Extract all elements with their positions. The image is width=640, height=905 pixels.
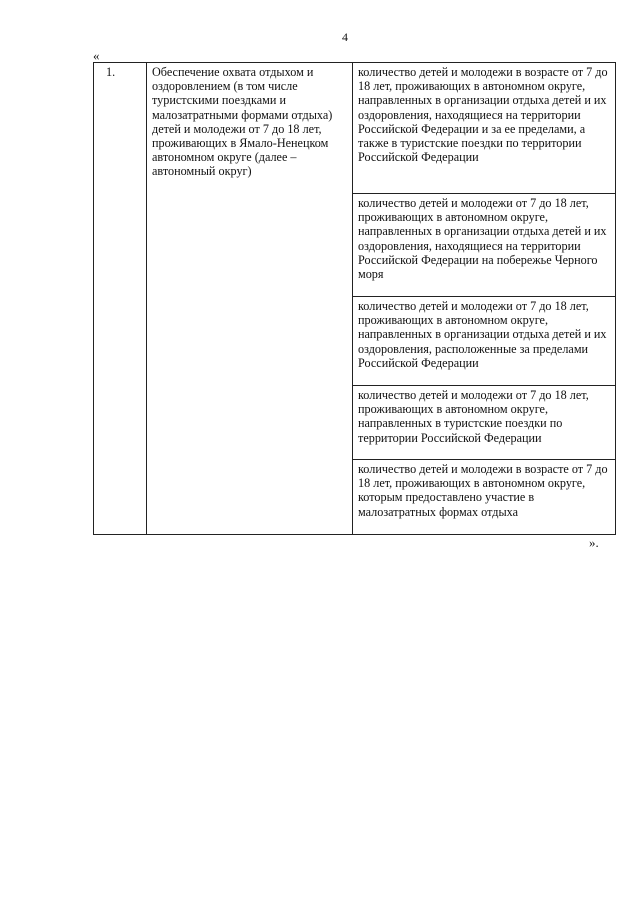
page-number: 4 [342,30,348,44]
closing-quote-mark: ». [589,535,599,550]
indicator-cell: количество детей и молодежи от 7 до 18 лет, проживающих в автономном округе, направленных в организации отдыха детей и их оздоровления, находящиеся на территории Российской Федерации на побережье Черного моря [353,194,616,297]
indicator-cell: количество детей и молодежи в возрасте от 7 до 18 лет, проживающих в автономном округе, направленных в организации отдыха детей и их оздоровления, находящиеся на территории Российской Федерации и за ее пределами, а также в туристские поездки по территории Российской Федерации [353,63,616,194]
table-row [94,63,616,194]
goal-cell: Обеспечение охвата отдыхом и оздоровлением (в том числе туристскими поездками и малозатратными формами отдыха) детей и молодежи от 7 до 18 лет, проживающих в Ямало-Ненецком автономном округе (далее – автономный округ) [147,63,353,535]
indicator-cell: количество детей и молодежи в возрасте от 7 до 18 лет, проживающих в автономном округе, которым предоставлено участие в малозатратных формах отдыха [353,460,616,535]
indicators-table [93,62,616,535]
row-number-cell: 1. [94,63,147,535]
indicator-cell: количество детей и молодежи от 7 до 18 лет, проживающих в автономном округе, направленных в организации отдыха детей и их оздоровления, расположенные за пределами Российской Федерации [353,297,616,386]
indicator-cell: количество детей и молодежи от 7 до 18 лет, проживающих в автономном округе, направленных в туристские поездки по территории Российской Федерации [353,386,616,460]
opening-quote-mark: « [93,48,100,63]
